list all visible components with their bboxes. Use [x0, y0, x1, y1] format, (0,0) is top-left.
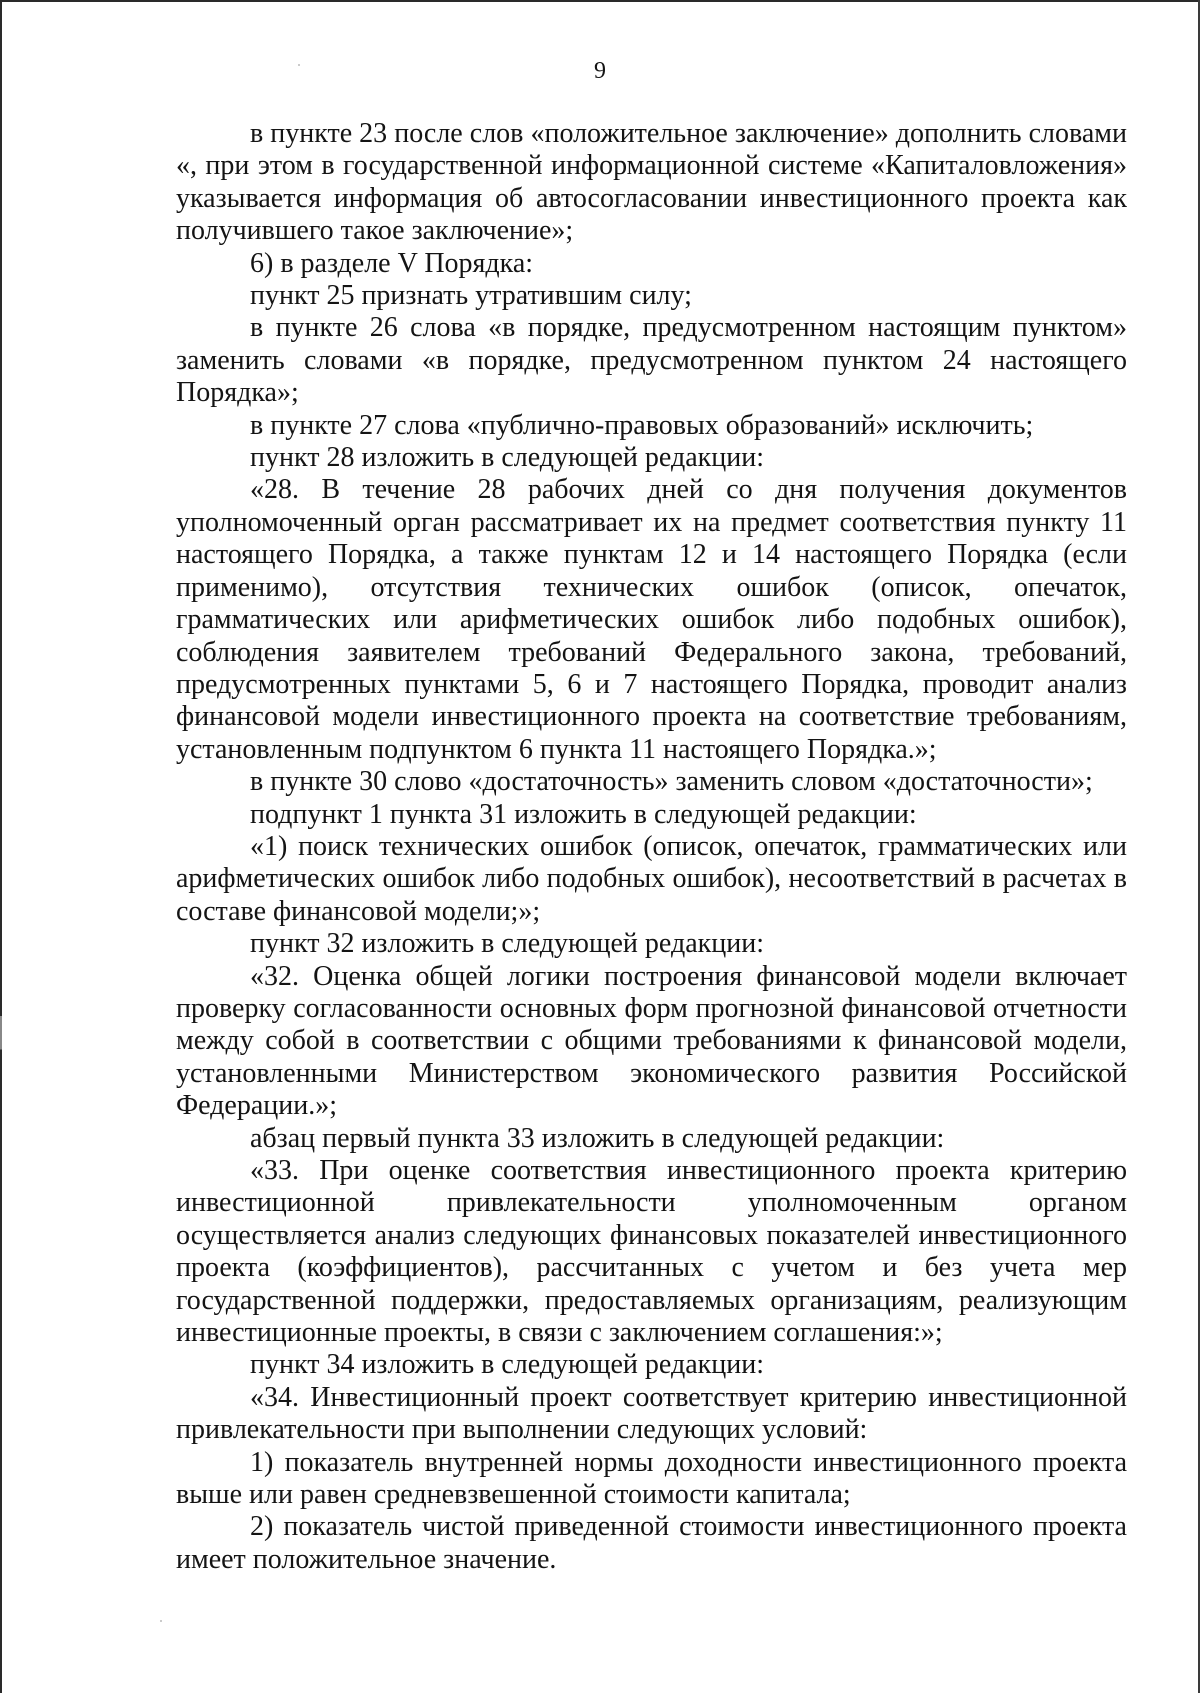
paragraph-item-30: в пункте 30 слово «достаточность» заменить словом «достаточности»; [250, 766, 1093, 798]
paragraph-item-34-intro: пункт 34 изложить в следующей редакции: [250, 1349, 764, 1381]
paragraph-item-32-text: «32. Оценка общей логики построения финансовой модели включает проверку согласованности основных форм прогнозной финансовой отчетности между собой в соответствии с общими требованиями к финансовой модели, установленными Министерством экономического развития Российской Федерации.»; [176, 960, 1127, 1122]
paragraph-section-v-heading: 6) в разделе V Порядка: [250, 247, 534, 279]
scan-border-left [0, 0, 2, 1693]
paragraph-item-31-intro: подпункт 1 пункта 31 изложить в следующей редакции: [250, 798, 917, 830]
page-number: 9 [594, 58, 606, 84]
paragraph-item-32-intro: пункт 32 изложить в следующей редакции: [250, 928, 764, 960]
document-body [176, 118, 1127, 1576]
scan-speck [160, 1620, 162, 1622]
paragraph-item-31-text: «1) поиск технических ошибок (описок, опечаток, грамматических или арифметических ошибок либо подобных ошибок), несоответствий в расчетах в составе финансовой модели;»; [176, 830, 1127, 927]
paragraph-item-23-amendment: в пункте 23 после слов «положительное заключение» дополнить словами «, при этом в государственной информационной системе «Капиталовложения» указывается информация об автосогласовании инвестиционного проекта как получившего такое заключение»; [176, 118, 1127, 247]
scan-border-top [0, 0, 1200, 2]
paragraph-item-26: в пункте 26 слова «в порядке, предусмотренном настоящим пунктом» заменить словами «в порядке, предусмотренном пунктом 24 настоящего Порядка»; [176, 312, 1127, 409]
paragraph-item-25: пункт 25 признать утратившим силу; [250, 280, 692, 312]
paragraph-item-28-text: «28. В течение 28 рабочих дней со дня получения документов уполномоченный орган рассматривает их на предмет соответствия пункту 11 настоящего Порядка, а также пунктам 12 и 14 настоящего Порядка (если применимо), отсутствия технических ошибок (описок, опечаток, грамматических или арифметических ошибок либо подобных ошибок), соблюдения заявителем требований Федерального закона, требований, предусмотренных пунктами 5, 6 и 7 настоящего Порядка, проводит анализ финансовой модели инвестиционного проекта на соответствие требованиям, установленным подпунктом 6 пункта 11 настоящего Порядка.»; [176, 474, 1127, 765]
paragraph-item-34-condition-1: 1) показатель внутренней нормы доходности инвестиционного проекта выше или равен средневзвешенной стоимости капитала; [176, 1446, 1127, 1511]
paragraph-item-28-intro: пункт 28 изложить в следующей редакции: [250, 442, 764, 474]
paragraph-item-27: в пункте 27 слова «публично-правовых образований» исключить; [250, 409, 1034, 441]
paragraph-item-33-text: «33. При оценке соответствия инвестиционного проекта критерию инвестиционной привлекательности уполномоченным органом осуществляется анализ следующих финансовых показателей инвестиционного проекта (коэффициентов), рассчитанных с учетом и без учета мер государственной поддержки, предоставляемых организациям, реализующим инвестиционные проекты, в связи с заключением соглашения:»; [176, 1155, 1127, 1349]
paragraph-item-34-text: «34. Инвестиционный проект соответствует критерию инвестиционной привлекательности при выполнении следующих условий: [176, 1381, 1127, 1446]
paragraph-item-34-condition-2: 2) показатель чистой приведенной стоимости инвестиционного проекта имеет положительное значение. [176, 1511, 1127, 1575]
paragraph-item-33-intro: абзац первый пункта 33 изложить в следующей редакции: [250, 1122, 945, 1154]
